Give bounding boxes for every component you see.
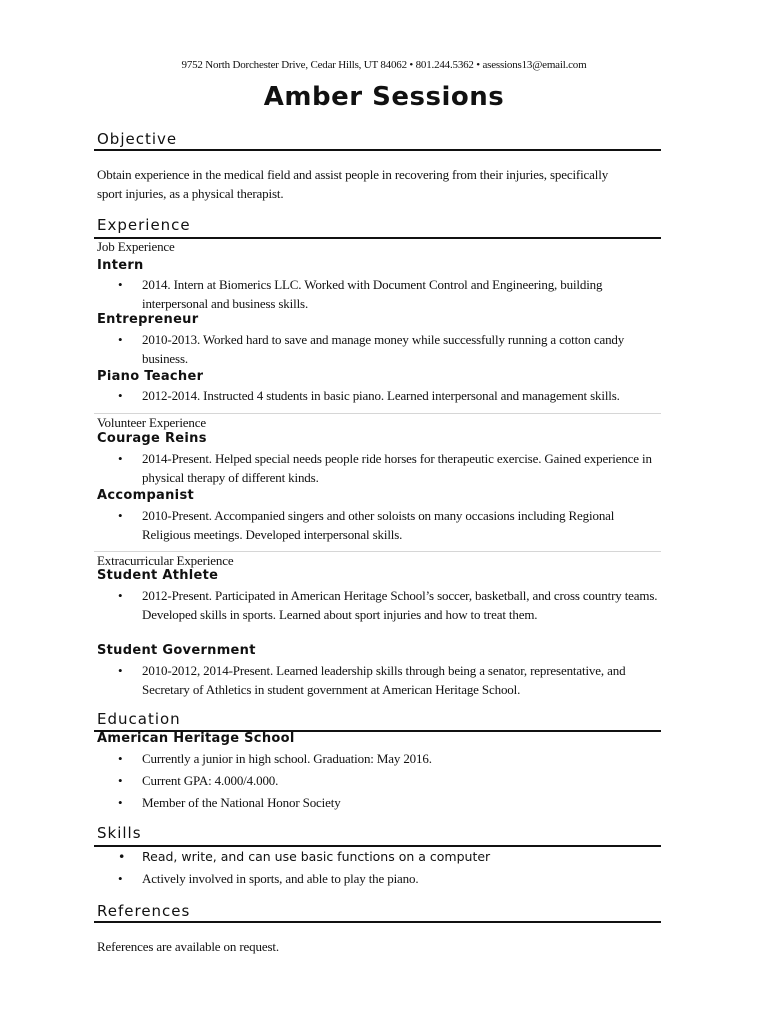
role-detail: 2014-Present. Helped special needs people ride horses for therapeutic exercise. Gained experience in physical therapy of different kinds. [142,451,652,485]
role-title: Intern [97,258,144,273]
subsection-divider [94,551,661,552]
section-heading-objective: Objective [97,130,178,148]
bullet: • [118,588,123,603]
subsection-divider [94,413,661,414]
role-title: Courage Reins [97,431,207,446]
job-experience-label: Job Experience [97,239,175,254]
objective-text: Obtain experience in the medical field and assist people in recovering from their injuries, specifically sport injuries, as a physical therapist. [97,167,609,201]
section-rule [94,845,661,847]
bullet: • [118,332,123,347]
list-item [118,276,658,313]
list-item [118,750,658,769]
role-detail: 2010-2013. Worked hard to save and manage money while successfully running a cotton candy business. [142,332,625,366]
school-name: American Heritage School [97,731,295,746]
section-heading-references: References [97,902,191,920]
role-title: Entrepreneur [97,312,199,327]
role-title: Student Athlete [97,568,219,583]
section-rule [94,921,661,923]
role-title: Accompanist [97,488,194,503]
role-title: Piano Teacher [97,369,204,384]
bullet: • [118,508,123,523]
bullet: • [118,388,123,403]
list-item [118,507,658,544]
list-item [118,662,658,699]
references-text: References are available on request. [97,939,279,954]
applicant-name: Amber Sessions [263,82,505,112]
bullet: • [118,751,123,766]
role-detail: 2014. Intern at Biomerics LLC. Worked with Document Control and Engineering, building interpersonal and business skills. [142,277,603,311]
bullet: • [118,849,126,864]
volunteer-experience-label: Volunteer Experience [97,415,207,430]
role-title: Student Government [97,643,256,658]
section-heading-education: Education [97,710,181,728]
skill-text: Actively involved in sports, and able to play the piano. [142,871,419,886]
list-item [118,848,658,867]
extracurricular-experience-label: Extracurricular Experience [97,553,234,568]
education-detail: Currently a junior in high school. Graduation: May 2016. [142,751,432,766]
bullet: • [118,277,123,292]
list-item [118,587,658,624]
section-heading-experience: Experience [97,216,191,234]
role-detail: 2012-2014. Instructed 4 students in basic piano. Learned interpersonal and management skills. [142,388,620,403]
skill-text: Read, write, and can use basic functions on a computer [142,849,491,864]
section-heading-skills: Skills [97,824,142,842]
role-detail: 2010-2012, 2014-Present. Learned leadership skills through being a senator, representative, and Secretary of Athletics in student government at American Heritage School. [142,663,626,697]
role-detail: 2012-Present. Participated in American Heritage School’s soccer, basketball, and cross country teams. Developed skills in sports. Learned about sport injuries and how to treat them. [142,588,658,622]
education-detail: Member of the National Honor Society [142,795,341,810]
list-item [118,331,658,368]
bullet: • [118,451,123,466]
section-rule [94,237,661,239]
list-item [118,794,658,813]
list-item [118,387,658,406]
contact-line: 9752 North Dorchester Drive, Cedar Hills, UT 84062 • 801.244.5362 • asessions13@email.com [181,59,587,71]
section-rule [94,149,661,151]
list-item [118,450,658,487]
role-detail: 2010-Present. Accompanied singers and other soloists on many occasions including Regional Religious meetings. Developed interpersonal skills. [142,508,615,542]
education-detail: Current GPA: 4.000/4.000. [142,773,279,788]
bullet: • [118,795,123,810]
bullet: • [118,663,123,678]
bullet: • [118,871,123,886]
bullet: • [118,773,123,788]
list-item [118,870,658,889]
list-item [118,772,658,791]
